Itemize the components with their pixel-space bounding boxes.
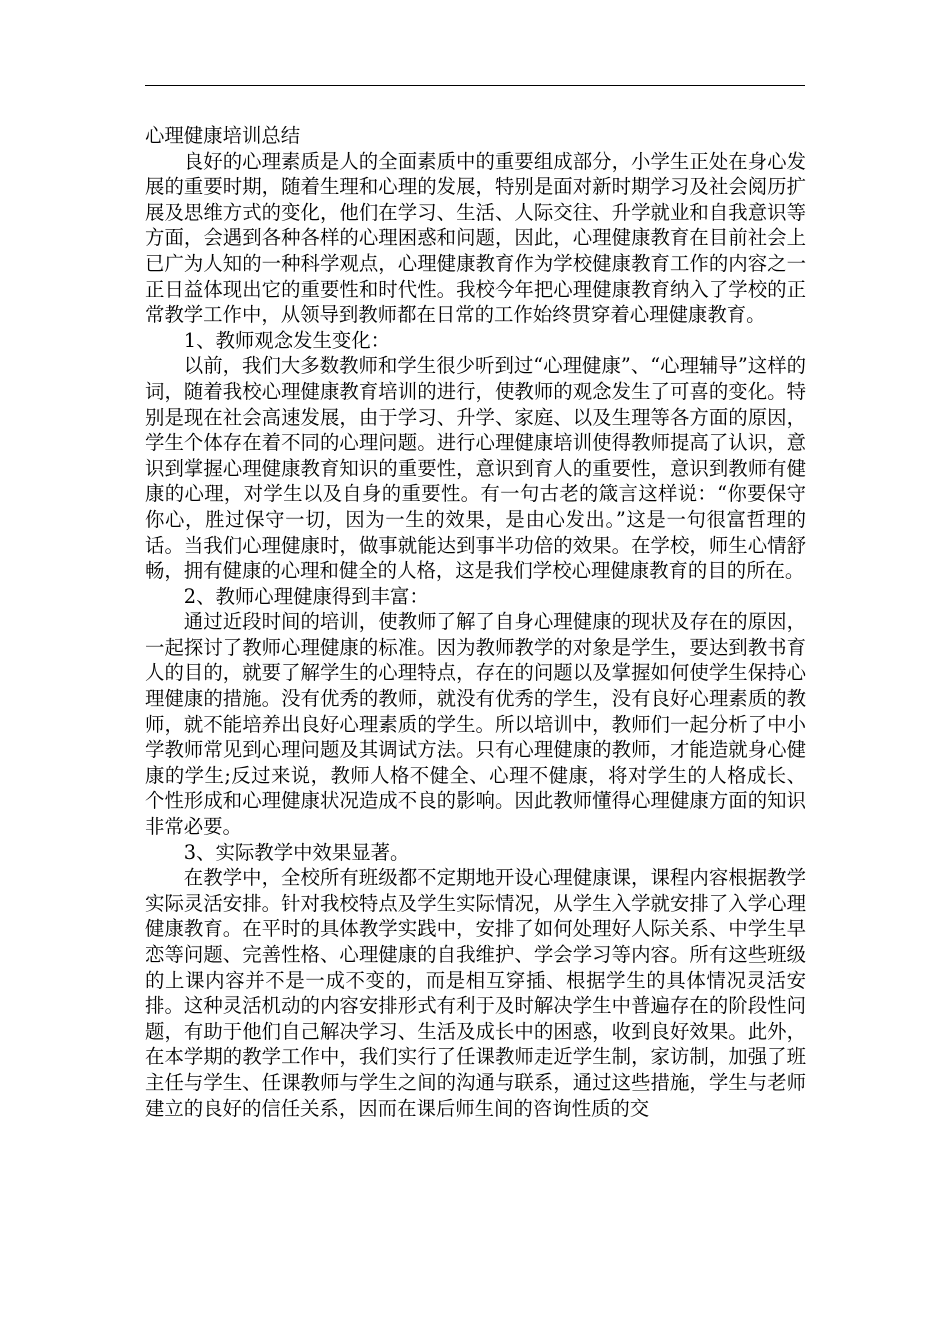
section-paragraph-2: 通过近段时间的培训，使教师了解了自身心理健康的现状及存在的原因，一起探讨了教师心理健康的标准。因为教师教学的对象是学生，要达到教书育人的目的，就要了解学生的心理特点，存在的问题以及掌握如何使学生保持心理健康的措施。没有优秀的教师，就没有优秀的学生，没有良好心理素质的教师，就不能培养出良好心理素质的学生。所以培训中，教师们一起分析了中小学教师常见到心理问题及其调试方法。只有心理健康的教师，才能造就身心健康的学生;反过来说，教师人格不健全、心理不健康，将对学生的人格成长、个性形成和心理健康状况造成不良的影响。因此教师懂得心理健康方面的知识非常必要。 <box>145 610 806 839</box>
section-paragraph-1: 以前，我们大多数教师和学生很少听到过“心理健康”、“心理辅导”这样的词，随着我校心理健康教育培训的进行，使教师的观念发生了可喜的变化。特别是现在社会高速发展，由于学习、升学、家庭、以及生理等各方面的原因，学生个体存在着不同的心理问题。进行心理健康培训使得教师提高了认识，意识到掌握心理健康教育知识的重要性，意识到育人的重要性，意识到教师有健康的心理，对学生以及自身的重要性。有一句古老的箴言这样说：“你要保守你心，胜过保守一切，因为一生的效果，是由心发出。”这是一句很富哲理的话。当我们心理健康时，做事就能达到事半功倍的效果。在学校，师生心情舒畅，拥有健康的心理和健全的人格，这是我们学校心理健康教育的目的所在。 <box>145 354 806 583</box>
section-heading-2: 2、教师心理健康得到丰富： <box>183 584 429 608</box>
document-body <box>145 123 806 1121</box>
section-heading-3: 3、实际教学中效果显著。 <box>183 840 410 864</box>
header-rule <box>145 85 805 86</box>
section-paragraph-3: 在教学中，全校所有班级都不定期地开设心理健康课，课程内容根据教学实际灵活安排。针对我校特点及学生实际情况，从学生入学就安排了入学心理健康教育。在平时的具体教学实践中，安排了如何处理好人际关系、中学生早恋等问题、完善性格、心理健康的自我维护、学会学习等内容。所有这些班级的上课内容并不是一成不变的，而是相互穿插、根据学生的具体情况灵活安排。这种灵活机动的内容安排形式有利于及时解决学生中普遍存在的阶段性问题，有助于他们自己解决学习、生活及成长中的困惑，收到良好效果。此外，在本学期的教学工作中，我们实行了任课教师走近学生制，家访制，加强了班主任与学生、任课教师与学生之间的沟通与联系，通过这些措施，学生与老师建立的良好的信任关系，因而在课后师生间的咨询性质的交 <box>145 866 806 1120</box>
intro-paragraph: 良好的心理素质是人的全面素质中的重要组成部分，小学生正处在身心发展的重要时期，随着生理和心理的发展，特别是面对新时期学习及社会阅历扩展及思维方式的变化，他们在学习、生活、人际交往、升学就业和自我意识等方面，会遇到各种各样的心理困惑和问题，因此，心理健康教育在目前社会上已广为人知的一种科学观点，心理健康教育作为学校健康教育工作的内容之一正日益体现出它的重要性和时代性。我校今年把心理健康教育纳入了学校的正常教学工作中，从领导到教师都在日常的工作始终贯穿着心理健康教育。 <box>145 149 806 327</box>
section-heading-1: 1、教师观念发生变化： <box>183 328 391 352</box>
document-title: 心理健康培训总结 <box>145 124 301 147</box>
